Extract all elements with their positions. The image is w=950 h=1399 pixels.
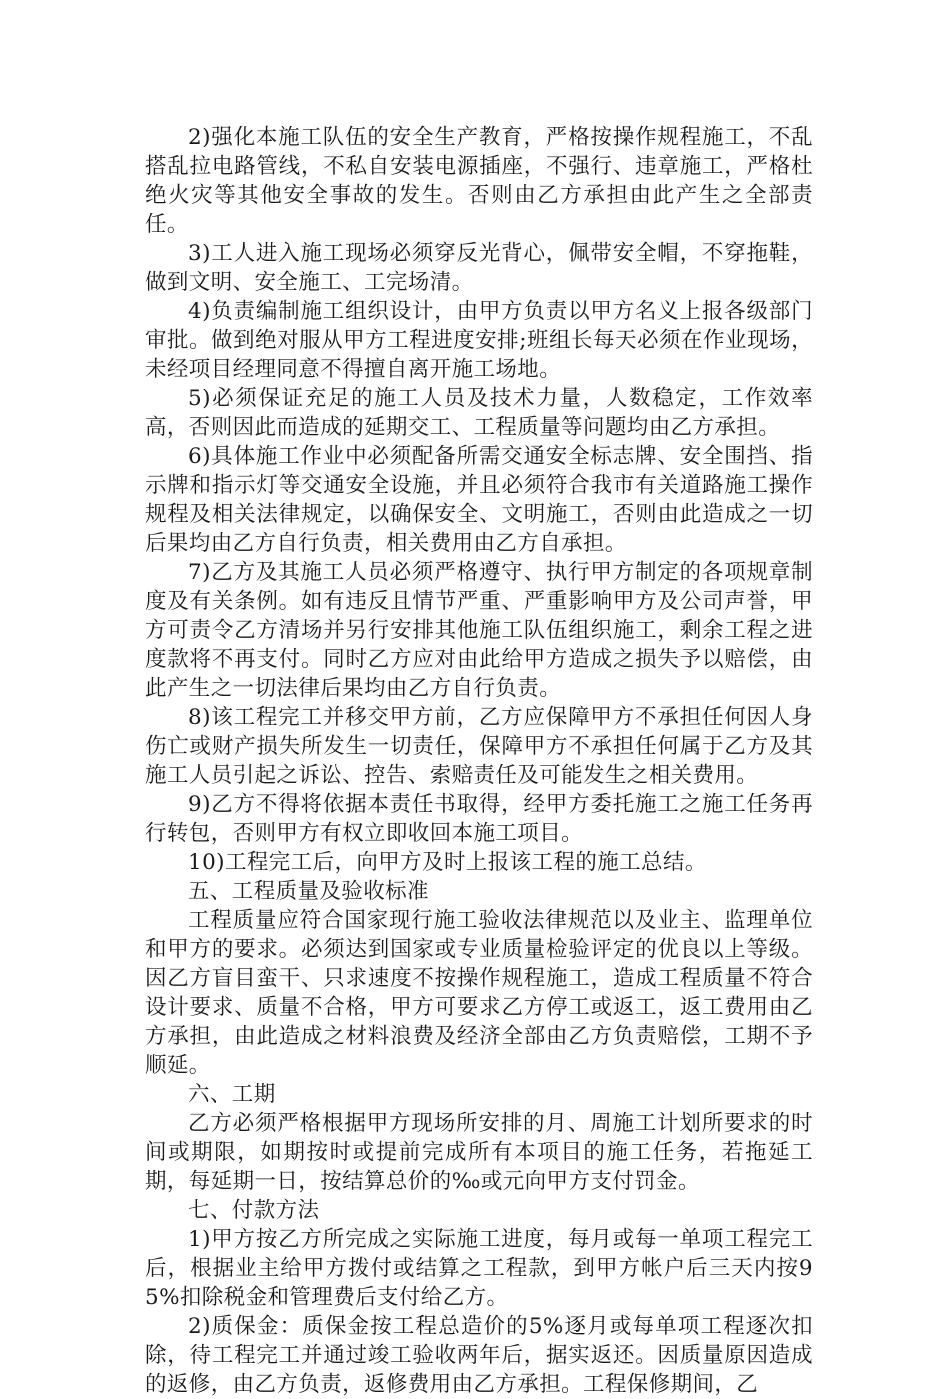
paragraph-liability: 8)该工程完工并移交甲方前，乙方应保障甲方不承担任何因人身伤亡或财产损失所发生一切责任，保障甲方不承担任何属于乙方及其施工人员引起之诉讼、控告、索赔责任及可能发生之相关费用。 bbox=[145, 705, 813, 788]
paragraph-workforce: 5)必须保证充足的施工人员及技术力量，人数稳定，工作效率高，否则因此而造成的延期交工、工程质量等问题均由乙方承担。 bbox=[145, 386, 813, 440]
paragraph-subcontract: 9)乙方不得将依据本责任书取得，经甲方委托施工之施工任务再行转包，否则甲方有权立即收回本施工项目。 bbox=[145, 792, 813, 846]
section-heading-quality: 五、工程质量及验收标准 bbox=[188, 879, 429, 904]
paragraph-reflective-vest: 3)工人进入施工现场必须穿反光背心，佩带安全帽，不穿拖鞋，做到文明、安全施工、工完场清。 bbox=[145, 241, 813, 295]
section-heading-schedule: 六、工期 bbox=[188, 1082, 276, 1107]
paragraph-quality-standards: 工程质量应符合国家现行施工验收法律规范以及业主、监理单位和甲方的要求。必须达到国家或专业质量检验评定的优良以上等级。因乙方盲目蛮干、只求速度不按操作规程施工，造成工程质量不符合设计要求、质量不合格，甲方可要求乙方停工或返工，返工费用由乙方承担，由此造成之材料浪费及经济全部由乙方负责赔偿，工期不予顺延。 bbox=[145, 908, 813, 1078]
paragraph-traffic-safety: 6)具体施工作业中必须配备所需交通安全标志牌、安全围挡、指示牌和指示灯等交通安全设施，并且必须符合我市有关道路施工操作规程及相关法律规定，以确保安全、文明施工，否则由此造成之一切后果均由乙方自行负责，相关费用由乙方自承担。 bbox=[145, 444, 813, 556]
section-heading-payment: 七、付款方法 bbox=[188, 1198, 320, 1223]
paragraph-summary-report: 10)工程完工后，向甲方及时上报该工程的施工总结。 bbox=[188, 850, 707, 875]
paragraph-rules-compliance: 7)乙方及其施工人员必须严格遵守、执行甲方制定的各项规章制度及有关条例。如有违反且情节严重、严重影响甲方及公司声誉，甲方可责令乙方清场并另行安排其他施工队伍组织施工，剩余工程之进度款将不再支付。同时乙方应对由此给甲方造成之损失予以赔偿，由此产生之一切法律后果均由乙方自行负责。 bbox=[145, 560, 813, 701]
paragraph-construction-design: 4)负责编制施工组织设计，由甲方负责以甲方名义上报各级部门审批。做到绝对服从甲方工程进度安排;班组长每天必须在作业现场，未经项目经理同意不得擅自离开施工场地。 bbox=[145, 299, 813, 382]
paragraph-schedule: 乙方必须严格根据甲方现场所安排的月、周施工计划所要求的时间或期限，如期按时或提前完成所有本项目的施工任务，若拖延工期，每延期一日，按结算总价的‰或元向甲方支付罚金。 bbox=[145, 1111, 813, 1194]
paragraph-warranty-deposit: 2)质保金：质保金按工程总造价的5%逐月或每单项工程逐次扣除，待工程完工并通过竣工验收两年后，据实返还。因质量原因造成的返修，由乙方负责，返修费用由乙方承担。工程保修期间，乙 bbox=[145, 1314, 813, 1397]
paragraph-payment-progress: 1)甲方按乙方所完成之实际施工进度，每月或每一单项工程完工后，根据业主给甲方拨付或结算之工程款，到甲方帐户后三天内按95%扣除税金和管理费后支付给乙方。 bbox=[145, 1227, 813, 1310]
paragraph-safety-education: 2)强化本施工队伍的安全生产教育，严格按操作规程施工，不乱搭乱拉电路管线，不私自安装电源插座，不强行、违章施工，严格杜绝火灾等其他安全事故的发生。否则由乙方承担由此产生之全部责任。 bbox=[145, 125, 813, 237]
document-body bbox=[145, 123, 813, 1399]
